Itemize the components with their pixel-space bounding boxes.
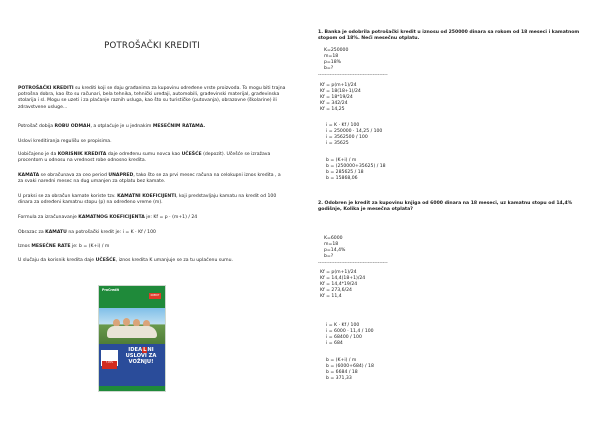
t2-b-line: b = 6684 / 18: [326, 370, 358, 375]
t1-i-result: i = 35625: [326, 141, 349, 146]
t1-kf-line: Kf = 342/24: [320, 101, 348, 106]
t2-kf-line: Kf = 14,4*19/24: [320, 282, 358, 287]
ad-footer-strip: [99, 386, 165, 391]
paragraph-goods: Potrošač dobija ROBU ODMAH, a otplaćuje je u jednakim MESEČNIM RATAMA.: [18, 124, 206, 129]
t2-given-p: p=14,4%: [324, 248, 346, 253]
ad-badge: KREDIT: [150, 294, 160, 297]
intro-text: su krediti koji se daju građanima za kupovinu određene vrste proizvoda. To mogu biti trajna potrošna dobra, kao što su računari, bela tehnika, tehnički uređaji, automobili, građevinski materijal, građevinska stolarija i sl. Mogu se uzeti i za plaćanje raznih usluga, kao što su turističke (putovanja), obrazovne (školarine) ili zdravstvene usluge...: [18, 86, 286, 110]
formula-coefficient: Formula za izračunavanje KAMATNOG KOEFICIJENTA je: Kf = p · (m+1) / 24: [18, 215, 198, 220]
formula-interest: Obrazac za KAMATU na potrošački kredit je: i = K · Kf / 100: [18, 230, 156, 235]
t2-b-result: b = 371,33: [326, 376, 352, 381]
t2-b-line: b = (K+i) / m: [326, 358, 357, 363]
intro-term: POTROŠAČKI KREDITI: [18, 86, 74, 91]
formula-installment: Iznos MESEČNE RATE je: b = (K+i) / m: [18, 244, 110, 249]
t1-kf-line: Kf = p(m+1)/24: [320, 83, 357, 88]
t1-b-line: b = 285625 / 18: [326, 170, 364, 175]
ad-brand-logo: ProCredit: [102, 288, 120, 292]
task-1-statement: 1. Banka je odobrila potrošački kredit u iznosu od 250000 dinara sa rokom od 18 meseci i kamatnom stopom od 18%. Neći mesečnu otplatu.: [318, 30, 580, 42]
t1-kf-line: Kf = 18*19/24: [320, 95, 353, 100]
credit-advertisement-image: [98, 285, 166, 392]
t1-i-line: i = K · Kf / 100: [326, 123, 360, 128]
t2-i-result: i = 684: [326, 341, 343, 346]
paragraph-deposit: Uobičajeno je da KORISNIK KREDITA daje određenu sumu novca kao UČEŠĆE (depozit). Učešće se izražava procentom u odnosu na vrednost robe odnosno kredita.: [18, 152, 271, 164]
ad-rate-label: 7,45%: [102, 361, 117, 369]
t1-given-k: K=250000: [324, 48, 349, 53]
car-shape: [107, 326, 157, 338]
t2-b-line: b = (6000+684) / 18: [326, 364, 374, 369]
t2-given-b: b=?: [324, 254, 334, 259]
ad-photo-family-car: [99, 308, 165, 344]
t1-separator: ------------------------------------------: [318, 73, 388, 78]
t1-given-b: b=?: [324, 66, 334, 71]
t2-given-k: K=6000: [324, 236, 343, 241]
paragraph-interest: KAMATA se obračunava za ceo period UNAPRED, tako što se za prvi mesec računa na celokupni iznos kredita , a za svaki naredni mesec na dug umanjen za otplatu bez kamate.: [18, 173, 281, 185]
intro-paragraph: [18, 86, 286, 111]
t1-i-line: i = 250000 · 14,25 / 100: [326, 129, 383, 134]
ad-slogan: IDEALNI USLOVI ZA VOŽNJU!: [125, 347, 157, 366]
paragraph-coefficients: U praksi se za obračun kamate koriste tzv. KAMATNI KOEFICIJENTI, koji predstavljaju kamatu na kredit od 100 dinara za određeni kamatnu stopu (p) na određeno vreme (m).: [18, 194, 277, 206]
t1-given-p: p=18%: [324, 60, 341, 65]
ad-header: [99, 286, 165, 308]
t2-kf-line: Kf = 14,4(18+1)/24: [320, 276, 366, 281]
t1-kf-line: Kf = 18(18+1)/24: [320, 89, 361, 94]
paragraph-deposit-note: U slučaju da korisnik kredita daje UČEŠĆE, iznos kredita K umanjuje se za tu uplaćenu sumu.: [18, 258, 233, 263]
task-2-statement: 2. Odobren je kredit za kupovinu knjiga od 6000 dinara na 18 meseci, uz kamatnu stopu od 14,4% godišnje, Kolika je mesečna otplata?: [318, 201, 573, 213]
t2-kf-line: Kf = p(m+1)/24: [320, 270, 357, 275]
t2-separator: ------------------------------------------: [318, 261, 388, 266]
t1-b-result: b = 15868,06: [326, 176, 358, 181]
t1-i-line: i = 3562500 / 100: [326, 135, 368, 140]
t1-b-line: b = (K+i) / m: [326, 158, 357, 163]
person-figure: [123, 318, 130, 326]
t1-given-m: m=18: [324, 54, 339, 59]
t2-kf-result: Kf = 11,4: [320, 294, 342, 299]
t2-i-line: i = 68400 / 100: [326, 335, 362, 340]
paragraph-regulation: Uslovi kreditiranja regulišu se propisima.: [18, 139, 112, 144]
t2-given-m: m=18: [324, 242, 339, 247]
t2-i-line: i = 6000 · 11,4 / 100: [326, 329, 374, 334]
t1-b-line: b = (250000+35625) / 18: [326, 164, 386, 169]
page-title: POTROŠAČKI KREDITI: [104, 41, 200, 51]
t1-kf-result: Kf = 14,25: [320, 107, 345, 112]
t2-kf-line: Kf = 273,6/24: [320, 288, 352, 293]
t2-i-line: i = K · Kf / 100: [326, 323, 360, 328]
